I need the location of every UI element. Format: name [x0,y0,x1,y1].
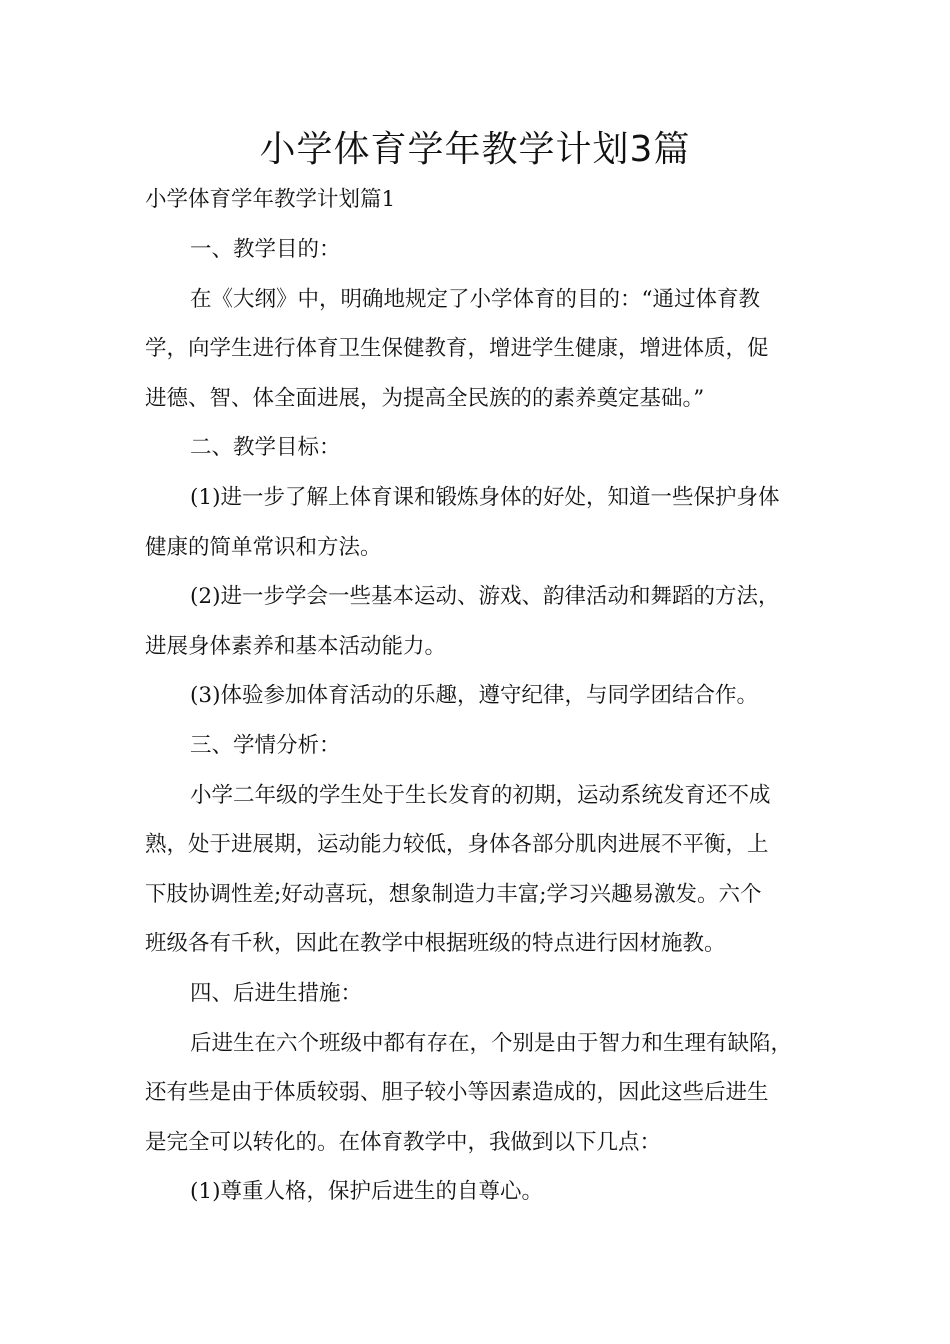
text-line: 在《大纲》中，明确地规定了小学体育的目的：“通过体育教 [190,286,760,312]
text-line: 是完全可以转化的。在体育教学中，我做到以下几点： [145,1129,662,1155]
text-line: 一、教学目的： [190,237,341,262]
section-subtitle: 小学体育学年教学计划篇1 [145,187,396,212]
text-line: 四、后进生措施： [190,980,363,1006]
document-title: 小学体育学年教学计划3篇 [259,129,691,170]
text-line: (1)进一步了解上体育课和锻炼身体的好处，知道一些保护身体 [190,484,780,510]
text-line: 班级各有千秋，因此在教学中根据班级的特点进行因材施教。 [145,931,726,957]
text-line: 进德、智、体全面进展，为提高全民族的的素养奠定基础。” [145,385,705,411]
text-line: 进展身体素养和基本活动能力。 [145,633,447,659]
text-line: 后进生在六个班级中都有存在，个别是由于智力和生理有缺陷， [190,1030,793,1056]
text-line: (3)体验参加体育活动的乐趣，遵守纪律，与同学团结合作。 [190,683,758,709]
text-line: (2)进一步学会一些基本运动、游戏、韵律活动和舞蹈的方法， [190,584,780,610]
text-line: (1)尊重人格，保护后进生的自尊心。 [190,1179,543,1205]
text-line: 三、学情分析： [190,732,341,758]
text-line: 熟，处于进展期，运动能力较低，身体各部分肌肉进展不平衡，上 [145,832,769,858]
text-line: 还有些是由于体质较弱、胆子较小等因素造成的，因此这些后进生 [145,1080,769,1106]
text-line: 下肢协调性差;好动喜玩，想象制造力丰富;学习兴趣易激发。六个 [145,881,762,907]
text-line: 二、教学目标： [190,435,341,461]
paragraph-lines [145,232,805,1224]
document-body [145,182,805,1224]
text-line: 小学二年级的学生处于生长发育的初期，运动系统发育还不成 [190,782,771,808]
text-line: 健康的简单常识和方法。 [145,534,382,560]
text-line: 学，向学生进行体育卫生保健教育，增进学生健康，增进体质，促 [145,336,769,362]
